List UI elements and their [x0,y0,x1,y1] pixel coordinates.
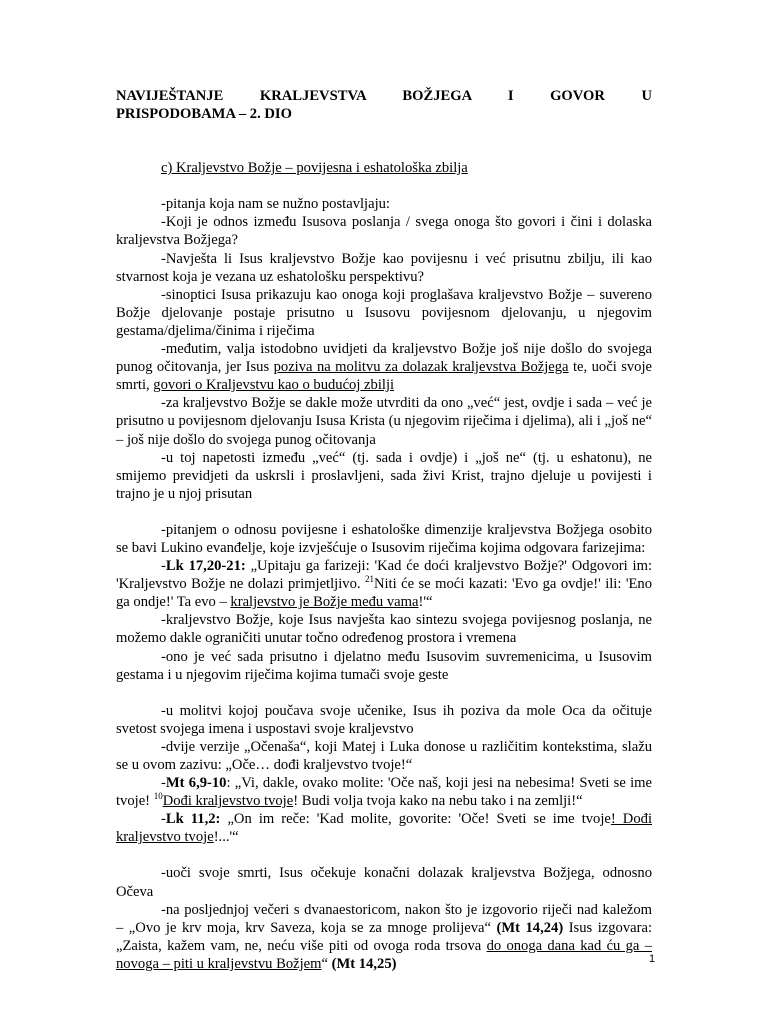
scripture-reference: Mt 6,9-10 [165,775,227,792]
paragraph: -u molitvi kojoj poučava svoje učenike, Isus ih poziva da mole Oca da očituje svetost svojega imena i uspostavi svoje kraljevstvo [116,702,652,737]
paragraph: -Navješta li Isus kraljevstvo Božje kao povijesnu i već prisutnu zbilju, ili kao stvarnost koja je vezana uz eshatološku perspektivu? [116,250,652,285]
title-line-1: NAVIJEŠTANJE KRALJEVSTVA BOŽJEGA I GOVOR U [116,88,652,104]
paragraph: -za kraljevstvo Božje se dakle može utvrditi da ono „već“ jest, ovdje i sada – već je prisutno u povijesnom djelovanju Isusa Krista (u njegovim riječima i djelima), ali i „još ne“ – još nije došlo do svojega punog očitovanja [116,395,652,448]
section-heading: c) Kraljevstvo Božje – povijesna i eshatološka zbilja [161,160,468,177]
paragraph: -međutim, valja istodobno uvidjeti da kraljevstvo Božje još nije došlo do svojega punog očitovanja, jer Isus poziva na molitvu za dolazak kraljevstva Božjega te, uoči svoje smrti, govori o Kraljevstvu kao o budućoj zbilji [116,341,652,394]
scripture-reference: Lk 11,2: [165,811,221,828]
quote-paragraph: -na posljednjoj večeri s dvanaestoricom, nakon što je izgovorio riječi nad kaležom – „Ovo je krv moja, krv Saveza, koja se za mnoge prolijeva“ (Mt 14,24) Isus izgovara: „Zaista, kažem vam, ne, neću više piti od ovoga roda trsova do onoga dana kad ću ga – novoga – piti u kraljevstvu Božjem“ (Mt 14,25) [116,901,653,972]
scripture-reference: (Mt 14,25) [331,955,397,972]
paragraph: -kraljevstvo Božje, koje Isus navješta kao sintezu svojega povijesnog poslanja, ne možemo dakle ograničiti unutar točno određenog prostora i vremena [116,612,652,647]
paragraph: -sinoptici Isusa prikazuju kao onoga koji proglašava kraljevstvo Božje – suvereno Božje djelovanje postaje prisutno u Isusovu povijesnom djelovanju, u njegovim gestama/djelima/činima i riječima [116,286,652,339]
scripture-reference: Lk 17,20-21: [165,558,246,575]
paragraph: -dvije verzije „Očenaša“, koji Matej i Luka donose u različitim kontekstima, slažu se u ovom zazivu: „Oče… dođi kraljevstvo tvoje!“ [116,738,652,773]
quote-paragraph: -Lk 17,20-21: „Upitaju ga farizeji: 'Kad će doći kraljevstvo Božje?' Odgovori im: 'Kraljevstvo Božje ne dolazi primjetljivo. $^{21}$Niti će se moći kazati: 'Evo ga ovdje!' ili: 'Eno ga ondje!' Ta evo – kraljevstvo je Božje među vama!'“ [116,558,653,611]
paragraph: -pitanja koja nam se nužno postavljaju: [161,196,390,213]
paragraph: -ono je već sada prisutno i djelatno među Isusovim suvremenicima, u Isusovim gestama i u njegovim riječima kojima tumači svoje geste [116,648,652,683]
quote-paragraph: -Lk 11,2: „On im reče: 'Kad molite, govorite: 'Oče! Sveti se ime tvoje! Dođi kraljevstvo tvoje!...'“ [116,811,652,846]
title-line-2: PRISPODOBAMA – 2. DIO [116,106,292,123]
paragraph: -u toj napetosti između „već“ (tj. sada i ovdje) i „još ne“ (tj. u eshatonu), ne smijemo previdjeti da uskrsli i proslavljeni, sada živi Krist, trajno djeluje u povijesti i trajno je u njoj prisutan [116,449,652,502]
quote-paragraph: -Mt 6,9-10: „Vi, dakle, ovako molite: 'Oče naš, koji jesi na nebesima! Sveti se ime tvoje! $^{10}$Dođi kraljevstvo tvoje! Budi volja tvoja kako na nebu tako i na zemlji!“ [116,775,652,810]
document-body [116,87,652,973]
document-title [116,87,652,123]
paragraph: -Koji je odnos između Isusova poslanja / svega onoga što govori i čini i dolaska kraljevstva Božjega? [116,214,652,249]
paragraph: -uoči svoje smrti, Isus očekuje konačni dolazak kraljevstva Božjega, odnosno Očeva [116,865,652,900]
page-number: 1 [648,953,656,965]
paragraph: -pitanjem o odnosu povijesne i eshatološke dimenzije kraljevstva Božjega osobito se bavi Lukino evanđelje, koje izvješćuje o Isusovim riječima kojima odgovara farizejima: [116,521,652,556]
scripture-reference: (Mt 14,24) [496,919,564,936]
